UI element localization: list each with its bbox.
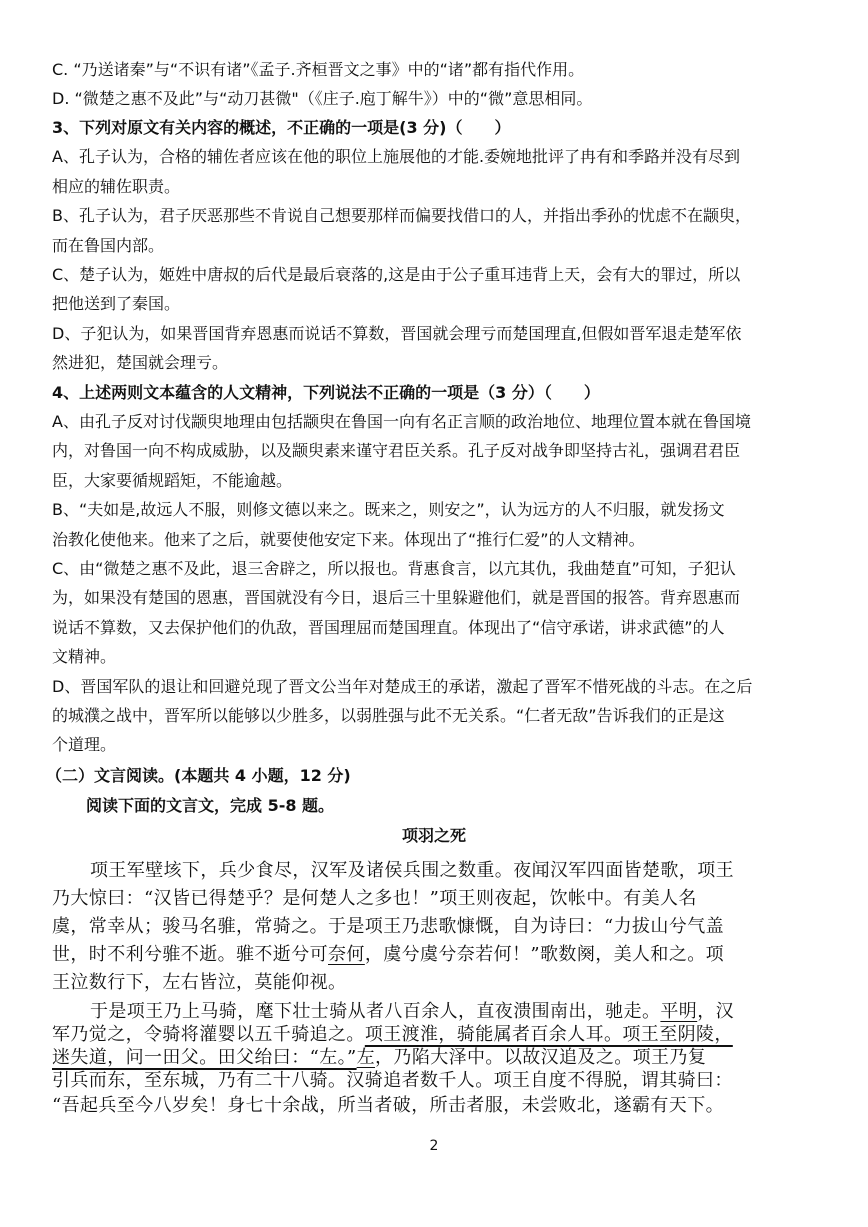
passage-text: 于是项王乃上马骑，麾下壮士骑从者八百余人，直夜溃围南出，驰走。	[90, 1001, 661, 1022]
q3-option-a-line1: A、孔子认为，合格的辅佐者应该在他的职位上施展他的才能.委婉地批评了冉有和季路并没有尽到	[52, 147, 741, 166]
q4-option-c-line4: 文精神。	[52, 647, 117, 666]
q3-option-c-line1: C、楚子认为，姬姓中唐叔的后代是最后衰落的,这是由于公子重耳违背上天，会有大的罪过，所以	[52, 265, 741, 284]
passage-title: 项羽之死	[401, 826, 466, 845]
q4-option-d-line3: 个道理。	[52, 735, 117, 754]
section-heading: （二）文言阅读。(本题共 4 小题，12 分)	[46, 766, 351, 785]
q3-option-b-line2: 而在鲁国内部。	[52, 236, 165, 255]
passage-p2-line2	[52, 1023, 832, 1047]
passage-text: 世，时不利兮骓不逝。骓不逝兮可	[52, 944, 328, 965]
q3-option-a-line2: 相应的辅佐职责。	[52, 177, 181, 196]
q3-option-b-line1: B、孔子认为，君子厌恶那些不肯说自己想要那样而偏要找借口的人，并指出季孙的忧虑不在颛臾，	[52, 206, 751, 225]
passage-p1-line5: 王泣数行下，左右皆泣，莫能仰视。	[52, 972, 347, 993]
q3-stem: 3、下列对原文有关内容的概述，不正确的一项是(3 分)（ ）	[52, 118, 511, 137]
passage-p1-line4	[52, 943, 832, 967]
passage-p2-line3	[52, 1046, 832, 1070]
passage-p1-line2: 乃大惊曰：“汉皆已得楚乎？是何楚人之多也！”项王则夜起，饮帐中。有美人名	[52, 888, 697, 909]
q2-option-d: D. “微楚之惠不及此”与“动刀甚微"（《庄子.庖丁解牛》）中的“微”意思相同。	[52, 89, 593, 108]
passage-text: ，汉	[697, 1001, 735, 1022]
underlined-sentence: 迷失道，问一田父。田父绐曰：“左。”	[52, 1047, 357, 1068]
passage-p2-line1	[90, 1000, 835, 1024]
passage-p2-line5: “吾起兵至今八岁矣！身七十余战，所当者破，所击者服，未尝败北，遂霸有天下。	[52, 1095, 724, 1116]
q4-option-a-line3: 臣，大家要循规蹈矩，不能逾越。	[52, 471, 293, 490]
q4-option-a-line2: 内，对鲁国一向不构成威胁，以及颛臾素来谨守君臣关系。孔子反对战争即坚持古礼，强调君君臣	[52, 441, 741, 460]
passage-text: ，虞兮虞兮奈若何！”歌数阕，美人和之。项	[364, 944, 725, 965]
section-instruction: 阅读下面的文言文，完成 5-8 题。	[86, 796, 335, 815]
passage-text: ，乃陷大泽中。以故汉追及之。项王乃复	[375, 1047, 707, 1068]
q2-option-c: C. “乃送诸秦”与“不识有诸”《孟子.齐桓晋文之事》中的“诸”都有指代作用。	[52, 60, 585, 79]
underlined-phrase: 奈何	[328, 944, 365, 965]
q4-stem: 4、上述两则文本蕴含的人文精神，下列说法不正确的一项是（3 分）（ ）	[52, 383, 600, 402]
q4-option-d-line2: 的城濮之战中，晋军所以能够以少胜多，以弱胜强与此不无关系。“仁者无敌”告诉我们的正是这	[52, 706, 725, 725]
q3-option-d-line2: 然进犯，楚国就会理亏。	[52, 353, 229, 372]
q4-option-b-line2: 治教化使他来。他来了之后，就要使他安定下来。体现出了“推行仁爱”的人文精神。	[52, 530, 645, 549]
q3-option-d-line1: D、子犯认为，如果晋国背弃恩惠而说话不算数，晋国就会理亏而楚国理直,但假如晋军退走楚军依	[52, 324, 742, 343]
q4-option-d-line1: D、晋国军队的退让和回避兑现了晋文公当年对楚成王的承诺，激起了晋军不惜死战的斗志。在之后	[52, 677, 753, 696]
underlined-phrase: 左	[356, 1047, 376, 1068]
passage-p1-line1: 项王军壁垓下，兵少食尽，汉军及诸侯兵围之数重。夜闻汉军四面皆楚歌，项王	[90, 860, 734, 881]
q4-option-c-line1: C、由“微楚之惠不及此，退三舍辟之，所以报也。背惠食言，以亢其仇，我曲楚直”可知，子犯认	[52, 559, 736, 578]
q4-option-b-line1: B、“夫如是,故远人不服，则修文德以来之。既来之，则安之”，认为远方的人不归服，就发扬文	[52, 500, 725, 519]
passage-p1-line3: 虞，常幸从；骏马名骓，常骑之。于是项王乃悲歌慷慨，自为诗曰：“力拔山兮气盖	[52, 916, 724, 937]
passage-text: 军乃觉之，令骑将灌婴以五千骑追之。	[52, 1024, 365, 1045]
page-number: 2	[429, 1138, 439, 1154]
q4-option-a-line1: A、由孔子反对讨伐颛臾地理由包括颛臾在鲁国一向有名正言顺的政治地位、地理位置本就在鲁国境	[52, 412, 751, 431]
underlined-phrase: 平明	[660, 1001, 698, 1022]
q3-option-c-line2: 把他送到了秦国。	[52, 294, 181, 313]
q4-option-c-line3: 说话不算数，又去保护他们的仇敌，晋国理屈而楚国理直。体现出了“信守承诺，讲求武德”的人	[52, 618, 725, 637]
q4-option-c-line2: 为，如果没有楚国的恩惠，晋国就没有今日，退后三十里躲避他们，就是晋国的报答。背弃恩惠而	[52, 588, 741, 607]
passage-p2-line4: 引兵而东，至东城，乃有二十八骑。汉骑追者数千人。项王自度不得脱，谓其骑曰：	[52, 1070, 733, 1091]
underlined-sentence: 项王渡淮，骑能属者百余人耳。项王至阴陵，	[364, 1024, 733, 1045]
